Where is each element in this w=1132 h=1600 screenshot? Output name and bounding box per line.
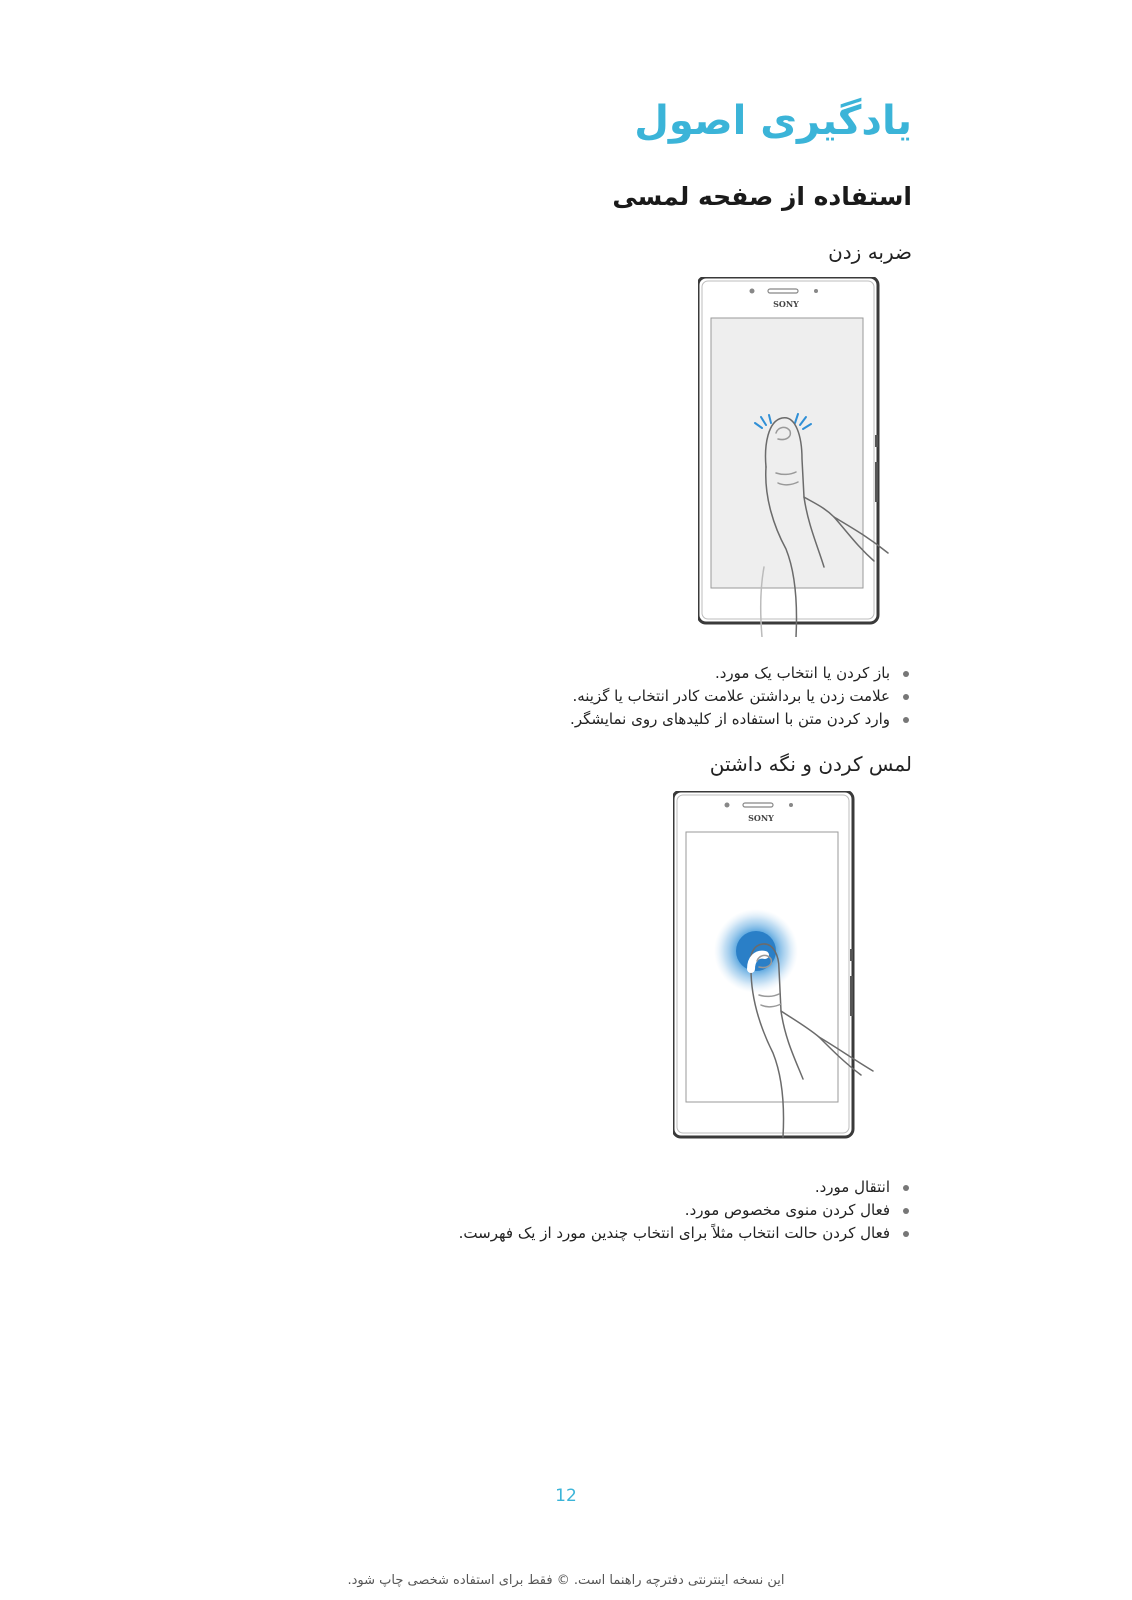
sensor-icon xyxy=(725,803,730,808)
camera-icon xyxy=(814,289,818,293)
footer-note: این نسخه اینترنتی دفترچه راهنما است. © فقط برای استفاده شخصی چاپ شود. xyxy=(347,1573,785,1588)
tap-heading: ضربه زدن xyxy=(828,240,912,264)
phone-hold-illustration xyxy=(673,791,903,1141)
list-item: انتقال مورد. xyxy=(212,1176,912,1199)
side-button xyxy=(875,435,878,447)
list-item: فعال کردن حالت انتخاب مثلاً برای انتخاب چندین مورد از یک فهرست. xyxy=(212,1222,912,1245)
volume-button xyxy=(850,976,853,1016)
list-item: وارد کردن متن با استفاده از کلیدهای روی نمایشگر. xyxy=(212,708,912,731)
page-number: 12 xyxy=(555,1486,577,1506)
list-item: فعال کردن منوی مخصوص مورد. xyxy=(212,1199,912,1222)
tap-bullet-list xyxy=(212,662,912,731)
camera-icon xyxy=(789,803,793,807)
hold-heading: لمس کردن و نگه داشتن xyxy=(709,752,912,776)
brand-logo: SONY xyxy=(748,813,774,823)
phone-screen xyxy=(711,318,863,588)
volume-button xyxy=(875,462,878,502)
side-button xyxy=(850,949,853,961)
sensor-icon xyxy=(750,289,755,294)
phone-tap-illustration xyxy=(698,277,898,637)
brand-logo: SONY xyxy=(773,299,799,309)
list-item: باز کردن یا انتخاب یک مورد. xyxy=(212,662,912,685)
chapter-title: یادگیری اصول xyxy=(634,98,912,144)
list-item: علامت زدن یا برداشتن علامت کادر انتخاب یا گزینه. xyxy=(212,685,912,708)
hold-bullet-list xyxy=(212,1176,912,1245)
section-title: استفاده از صفحه لمسی xyxy=(612,182,912,211)
